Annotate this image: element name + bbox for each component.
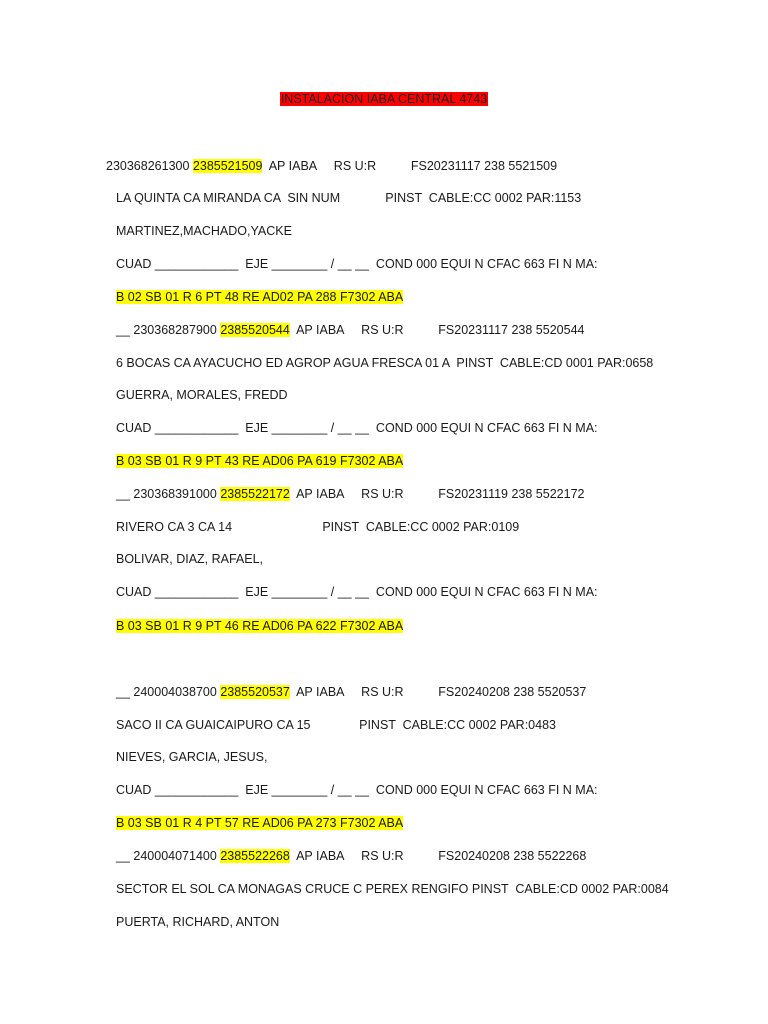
record-tail: AP IABA RS U:R FS20240208 238 5520537	[289, 685, 587, 699]
record-phone: 2385520537	[220, 685, 290, 699]
record-3-address: RIVERO CA 3 CA 14 PINST CABLE:CC 0002 PAR:0109	[116, 520, 520, 534]
record-1-address: LA QUINTA CA MIRANDA CA SIN NUM PINST CABLE:CC 0002 PAR:1153	[116, 191, 582, 205]
record-phone: 2385521509	[192, 159, 263, 173]
record-1-header	[106, 158, 557, 174]
record-code: B 02 SB 01 R 6 PT 48 RE AD02 PA 288 F7302 ABA	[116, 290, 404, 304]
record-id: 240004071400	[133, 849, 217, 863]
document-title-text: INSTALACION IABA CENTRAL 4743	[280, 92, 488, 106]
record-id: 230368261300	[106, 159, 190, 173]
record-2-address: 6 BOCAS CA AYACUCHO ED AGROP AGUA FRESCA 01 A PINST CABLE:CD 0001 PAR:0658	[116, 356, 654, 370]
record-tail: AP IABA RS U:R FS20231119 238 5522172	[289, 487, 585, 501]
record-code: B 03 SB 01 R 9 PT 46 RE AD06 PA 622 F7302 ABA	[116, 619, 404, 633]
record-2-cuad: CUAD ____________ EJE ________ / __ __ COND 000 EQUI N CFAC 663 FI N MA:	[116, 421, 598, 435]
record-id: 230368391000	[133, 487, 217, 501]
record-id: 240004038700	[133, 685, 217, 699]
record-4-address: SACO II CA GUAICAIPURO CA 15 PINST CABLE:CC 0002 PAR:0483	[116, 718, 556, 732]
record-code: B 03 SB 01 R 4 PT 57 RE AD06 PA 273 F7302 ABA	[116, 816, 404, 830]
record-phone: 2385522172	[220, 487, 290, 501]
record-tail: AP IABA RS U:R FS20231117 238 5521509	[262, 159, 558, 173]
record-code: B 03 SB 01 R 9 PT 43 RE AD06 PA 619 F7302 ABA	[116, 454, 404, 468]
record-5-header	[116, 848, 586, 864]
record-3-names: BOLIVAR, DIAZ, RAFAEL,	[116, 552, 264, 566]
record-1-code	[116, 289, 403, 305]
record-2-names: GUERRA, MORALES, FREDD	[116, 388, 288, 402]
record-1-names: MARTINEZ,MACHADO,YACKE	[116, 224, 292, 238]
record-4-header	[116, 684, 586, 700]
record-3-code	[116, 618, 403, 634]
document-title	[0, 92, 768, 106]
record-5-names: PUERTA, RICHARD, ANTON	[116, 915, 280, 929]
record-2-code	[116, 453, 403, 469]
record-4-cuad: CUAD ____________ EJE ________ / __ __ COND 000 EQUI N CFAC 663 FI N MA:	[116, 783, 598, 797]
record-prefix: __	[116, 487, 134, 501]
record-3-cuad: CUAD ____________ EJE ________ / __ __ COND 000 EQUI N CFAC 663 FI N MA:	[116, 585, 598, 599]
record-5-address: SECTOR EL SOL CA MONAGAS CRUCE C PEREX RENGIFO PINST CABLE:CD 0002 PAR:0084	[116, 882, 669, 896]
record-prefix: __	[116, 685, 134, 699]
record-2-header	[116, 322, 584, 338]
record-1-cuad: CUAD ____________ EJE ________ / __ __ COND 000 EQUI N CFAC 663 FI N MA:	[116, 257, 598, 271]
record-phone: 2385522268	[220, 849, 290, 863]
record-4-names: NIEVES, GARCIA, JESUS,	[116, 750, 268, 764]
record-prefix: __	[116, 849, 134, 863]
record-4-code	[116, 815, 403, 831]
record-id: 230368287900	[133, 323, 217, 337]
record-phone: 2385520544	[220, 323, 290, 337]
record-tail: AP IABA RS U:R FS20240208 238 5522268	[289, 849, 587, 863]
record-tail: AP IABA RS U:R FS20231117 238 5520544	[289, 323, 585, 337]
record-prefix: __	[116, 323, 134, 337]
record-3-header	[116, 486, 584, 502]
